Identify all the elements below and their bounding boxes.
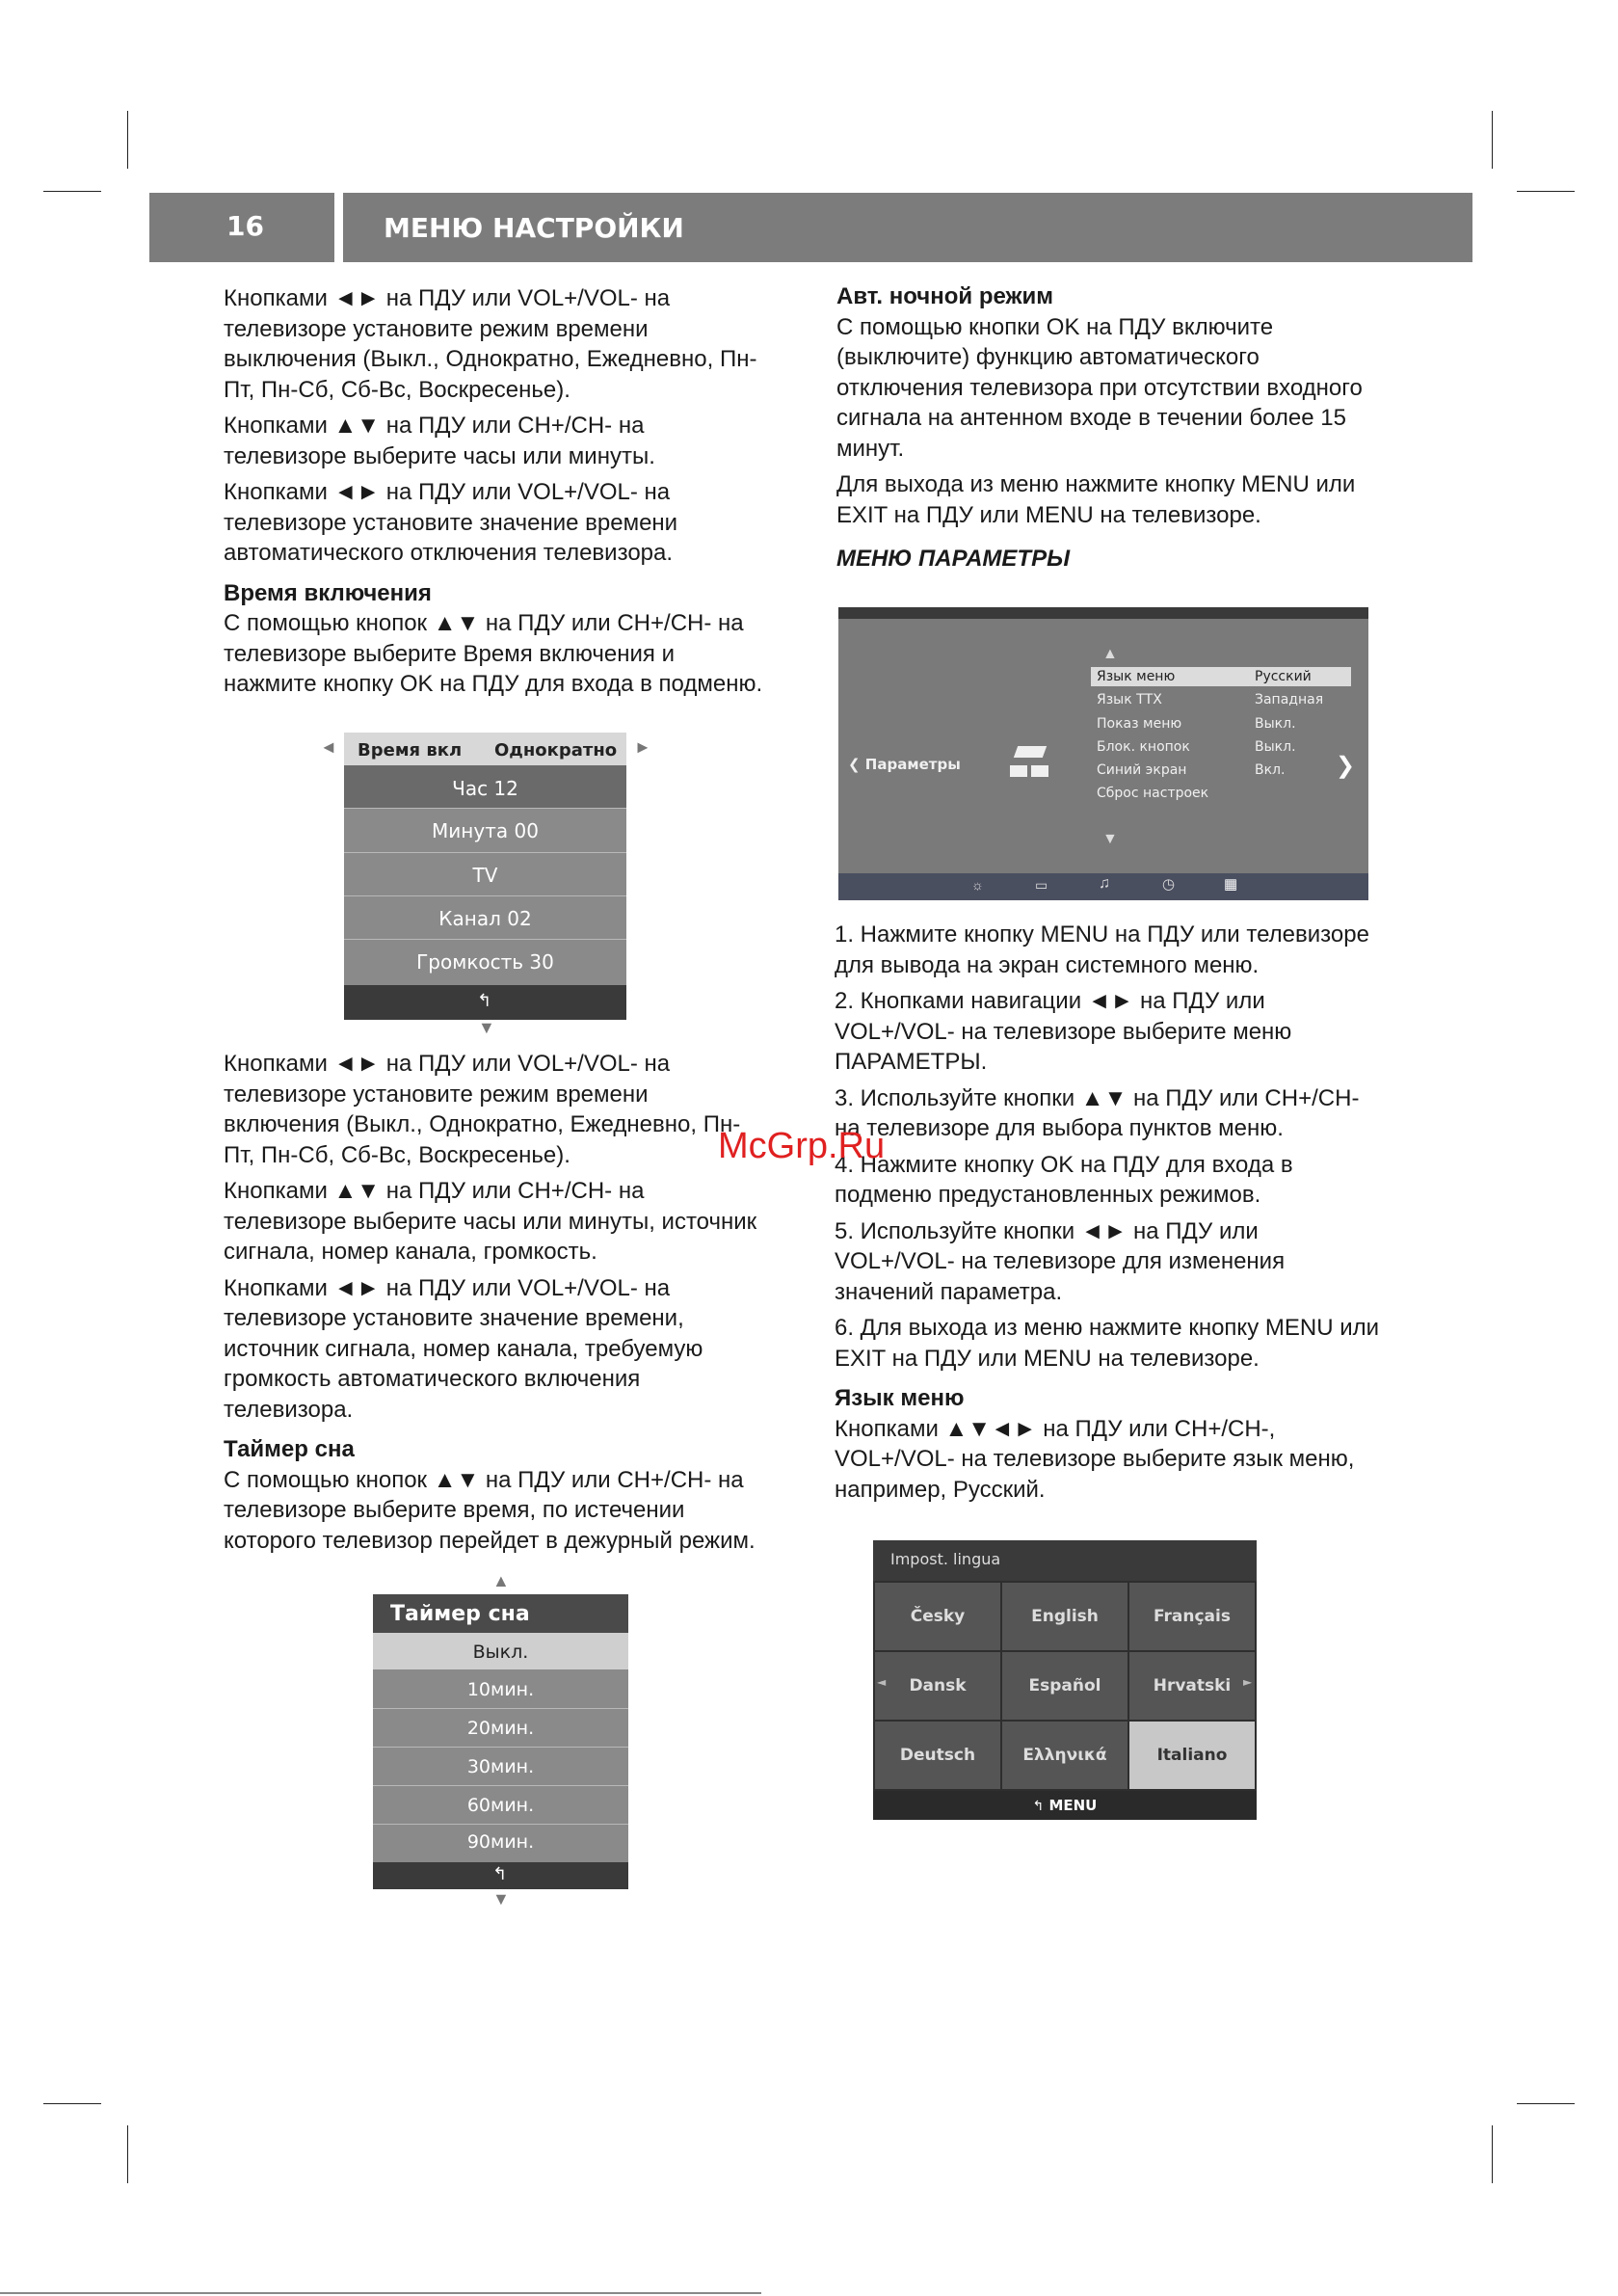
params-label: Параметры: [864, 756, 961, 773]
params-icon: [1010, 742, 1054, 781]
right-arrow-icon: ►: [1243, 1675, 1253, 1689]
paragraph: С помощью кнопки OK на ПДУ включите (выключите) функцию автоматического отключения телевизора при отсутствии входного сигнала на антенном входе в течении более 15 минут.: [836, 313, 1363, 462]
param-name[interactable]: Язык ТТХ: [1097, 692, 1162, 707]
param-name[interactable]: Показ меню: [1097, 716, 1182, 732]
menu-row[interactable]: 10мин.: [466, 1679, 535, 1700]
watermark: McGrp.Ru: [718, 1126, 886, 1166]
sleep-timer-menu: [373, 1594, 628, 1889]
menu-footer: [373, 1862, 628, 1889]
divider: [344, 895, 626, 896]
paragraph: С помощью кнопок ▲▼ на ПДУ или CH+/CH- на телевизоре выберите Время включения и нажмите кнопку OK на ПДУ для входа в подменю.: [224, 610, 763, 697]
paragraph: Кнопками ◄► на ПДУ или VOL+/VOL- на телевизоре установите режим времени включения (Выкл., Однократно, Ежедневно, Пн-Пт, Пн-Сб, Сб-Вс, Воскресенье).: [224, 1051, 741, 1168]
page-number-box: [149, 193, 334, 262]
param-name[interactable]: Блок. кнопок: [1097, 739, 1190, 755]
left-column: [224, 283, 763, 706]
divider: [373, 1785, 628, 1786]
heading-auto-night-mode: Авт. ночной режим: [836, 283, 1054, 309]
lang-title-bar: [873, 1540, 1257, 1581]
heading-menu-language: Язык меню: [835, 1385, 965, 1411]
down-arrow-icon: ▼: [478, 1018, 495, 1037]
left-arrow-icon: ◄: [320, 737, 337, 757]
menu-row[interactable]: 60мин.: [466, 1795, 535, 1816]
lang-title: Impost. lingua: [890, 1550, 1001, 1568]
crop-mark: [1517, 2103, 1575, 2104]
paragraph: Для выхода из меню нажмите кнопку MENU или EXIT на ПДУ или MENU на телевизоре.: [836, 471, 1356, 528]
paragraph: Кнопками ▲▼ на ПДУ или CH+/CH- на телевизоре выберите часы или минуты, источник сигнала, номер канала, громкость.: [224, 1178, 757, 1265]
lang-cell[interactable]: Deutsch: [875, 1722, 1000, 1789]
step: 2. Кнопками навигации ◄► на ПДУ или VOL+/VOL- на телевизоре выберите меню ПАРАМЕТРЫ.: [835, 988, 1292, 1075]
clock-icon[interactable]: ◷: [1162, 876, 1176, 893]
step: 1. Нажмите кнопку MENU на ПДУ или телевизоре для вывода на экран системного меню.: [835, 921, 1369, 978]
heading-sleep-timer: Таймер сна: [224, 1436, 355, 1462]
picture-icon[interactable]: ☼: [971, 877, 984, 893]
bottom-line: [0, 2292, 761, 2294]
lang-cell[interactable]: English: [1002, 1583, 1127, 1650]
right-arrow-icon: ►: [634, 737, 651, 757]
screen-bottom-bar: [838, 873, 1368, 900]
power-on-menu: [344, 733, 626, 1020]
menu-header: [344, 733, 626, 765]
heading-power-on-time: Время включения: [224, 579, 432, 606]
down-arrow-icon: ▼: [1102, 831, 1118, 847]
step: 4. Нажмите кнопку OK на ПДУ для входа в подменю предустановленных режимов.: [835, 1151, 1293, 1208]
left-arrow-icon: ◄: [877, 1675, 887, 1689]
step: 3. Используйте кнопки ▲▼ на ПДУ или CH+/CH- на телевизоре для выбора пунктов меню.: [835, 1084, 1360, 1141]
crop-mark: [43, 191, 101, 192]
divider: [373, 1708, 628, 1709]
lang-footer: [873, 1791, 1257, 1820]
menu-row[interactable]: Час 12: [452, 777, 518, 800]
divider: [344, 939, 626, 940]
back-icon[interactable]: ↰: [477, 991, 492, 1011]
menu-row[interactable]: Канал 02: [438, 907, 532, 930]
right-column-steps: [835, 920, 1384, 1510]
menu-footer: [344, 985, 626, 1020]
lang-cell[interactable]: Hrvatski: [1129, 1652, 1255, 1720]
up-arrow-icon: ▲: [492, 1571, 510, 1590]
down-arrow-icon: ▼: [492, 1889, 510, 1909]
crop-mark: [43, 2103, 101, 2104]
param-name[interactable]: Синий экран: [1097, 762, 1187, 778]
crop-mark: [1492, 111, 1493, 169]
language-screen: [873, 1540, 1257, 1820]
paragraph: Кнопками ◄► на ПДУ или VOL+/VOL- на телевизоре установите значение времени, источник сигнала, номер канала, требуемую громкость автоматического включения телевизора.: [224, 1274, 703, 1423]
screen-icon[interactable]: ▭: [1035, 877, 1048, 893]
section-header: [343, 193, 1472, 262]
step: 6. Для выхода из меню нажмите кнопку MENU или EXIT на ПДУ или MENU на телевизоре.: [835, 1315, 1380, 1372]
crop-mark: [1517, 191, 1575, 192]
menu-row[interactable]: 90мин.: [466, 1831, 535, 1853]
param-value: Выкл.: [1255, 716, 1296, 732]
menu-row[interactable]: 30мин.: [466, 1756, 535, 1777]
param-value: Вкл.: [1255, 762, 1286, 778]
param-name[interactable]: Сброс настроек: [1097, 786, 1209, 801]
lang-cell-selected[interactable]: Italiano: [1129, 1722, 1255, 1789]
menu-row[interactable]: 20мин.: [466, 1718, 535, 1739]
page-number: 16: [226, 210, 264, 242]
options-icon[interactable]: ▦: [1224, 876, 1238, 893]
divider: [373, 1824, 628, 1825]
divider: [344, 852, 626, 853]
lang-cell[interactable]: Español: [1002, 1652, 1127, 1720]
up-arrow-icon: ▲: [1102, 646, 1118, 662]
params-side-label[interactable]: ❮ Параметры: [848, 756, 961, 773]
crop-mark: [127, 111, 128, 169]
param-name[interactable]: Язык меню: [1097, 669, 1176, 684]
param-value: Русский: [1255, 669, 1312, 684]
menu-row[interactable]: Минута 00: [432, 819, 539, 842]
paragraph: С помощью кнопок ▲▼ на ПДУ или CH+/CH- на телевизоре выберите время, по истечении которого телевизор перейдет в дежурный режим.: [224, 1466, 756, 1554]
back-icon[interactable]: ↰: [1032, 1799, 1045, 1814]
lang-cell[interactable]: Français: [1129, 1583, 1255, 1650]
screen-top-bar: [838, 607, 1368, 619]
lang-cell[interactable]: Ελληνικά: [1002, 1722, 1127, 1789]
paragraph: Кнопками ▲▼◄► на ПДУ или CH+/CH-, VOL+/VOL- на телевизоре выберите язык меню, например, Русский.: [835, 1415, 1355, 1503]
paragraph: Кнопками ◄► на ПДУ или VOL+/VOL- на телевизоре установите режим времени выключения (Выкл., Однократно, Ежедневно, Пн-Пт, Пн-Сб, Сб-Вс, Воскресенье).: [224, 285, 757, 403]
param-value: Выкл.: [1255, 739, 1296, 755]
sound-icon[interactable]: ♫: [1099, 875, 1110, 892]
menu-header-label: Время вкл: [358, 740, 463, 761]
right-chevron-icon[interactable]: ❯: [1336, 753, 1356, 779]
menu-row[interactable]: Громкость 30: [416, 950, 554, 974]
params-screen: [838, 607, 1368, 900]
paragraph: Кнопками ▲▼ на ПДУ или CH+/CH- на телевизоре выберите часы или минуты.: [224, 413, 655, 469]
menu-title: Таймер сна: [390, 1602, 530, 1626]
heading-params-menu: МЕНЮ ПАРАМЕТРЫ: [836, 546, 1071, 572]
divider: [344, 808, 626, 809]
menu-row[interactable]: TV: [472, 864, 498, 887]
menu-title-bar: [373, 1594, 628, 1633]
left-column-2: [224, 1049, 763, 1562]
menu-header-value: Однократно: [494, 740, 618, 761]
menu-row[interactable]: Выкл.: [472, 1642, 529, 1663]
menu-label[interactable]: MENU: [1048, 1797, 1098, 1814]
lang-cell[interactable]: Česky: [875, 1583, 1000, 1650]
crop-mark: [127, 2125, 128, 2183]
back-icon[interactable]: ↰: [492, 1864, 508, 1884]
crop-mark: [1492, 2125, 1493, 2183]
param-value: Западная: [1255, 692, 1324, 707]
section-title: МЕНЮ НАСТРОЙКИ: [384, 212, 684, 244]
step: 5. Используйте кнопки ◄► на ПДУ или VOL+/VOL- на телевизоре для изменения значений параметра.: [835, 1217, 1286, 1305]
lang-cell[interactable]: Dansk: [875, 1652, 1000, 1720]
divider: [373, 1747, 628, 1748]
right-column: [836, 281, 1376, 584]
paragraph: Кнопками ◄► на ПДУ или VOL+/VOL- на телевизоре установите значение времени автоматического отключения телевизора.: [224, 479, 678, 566]
